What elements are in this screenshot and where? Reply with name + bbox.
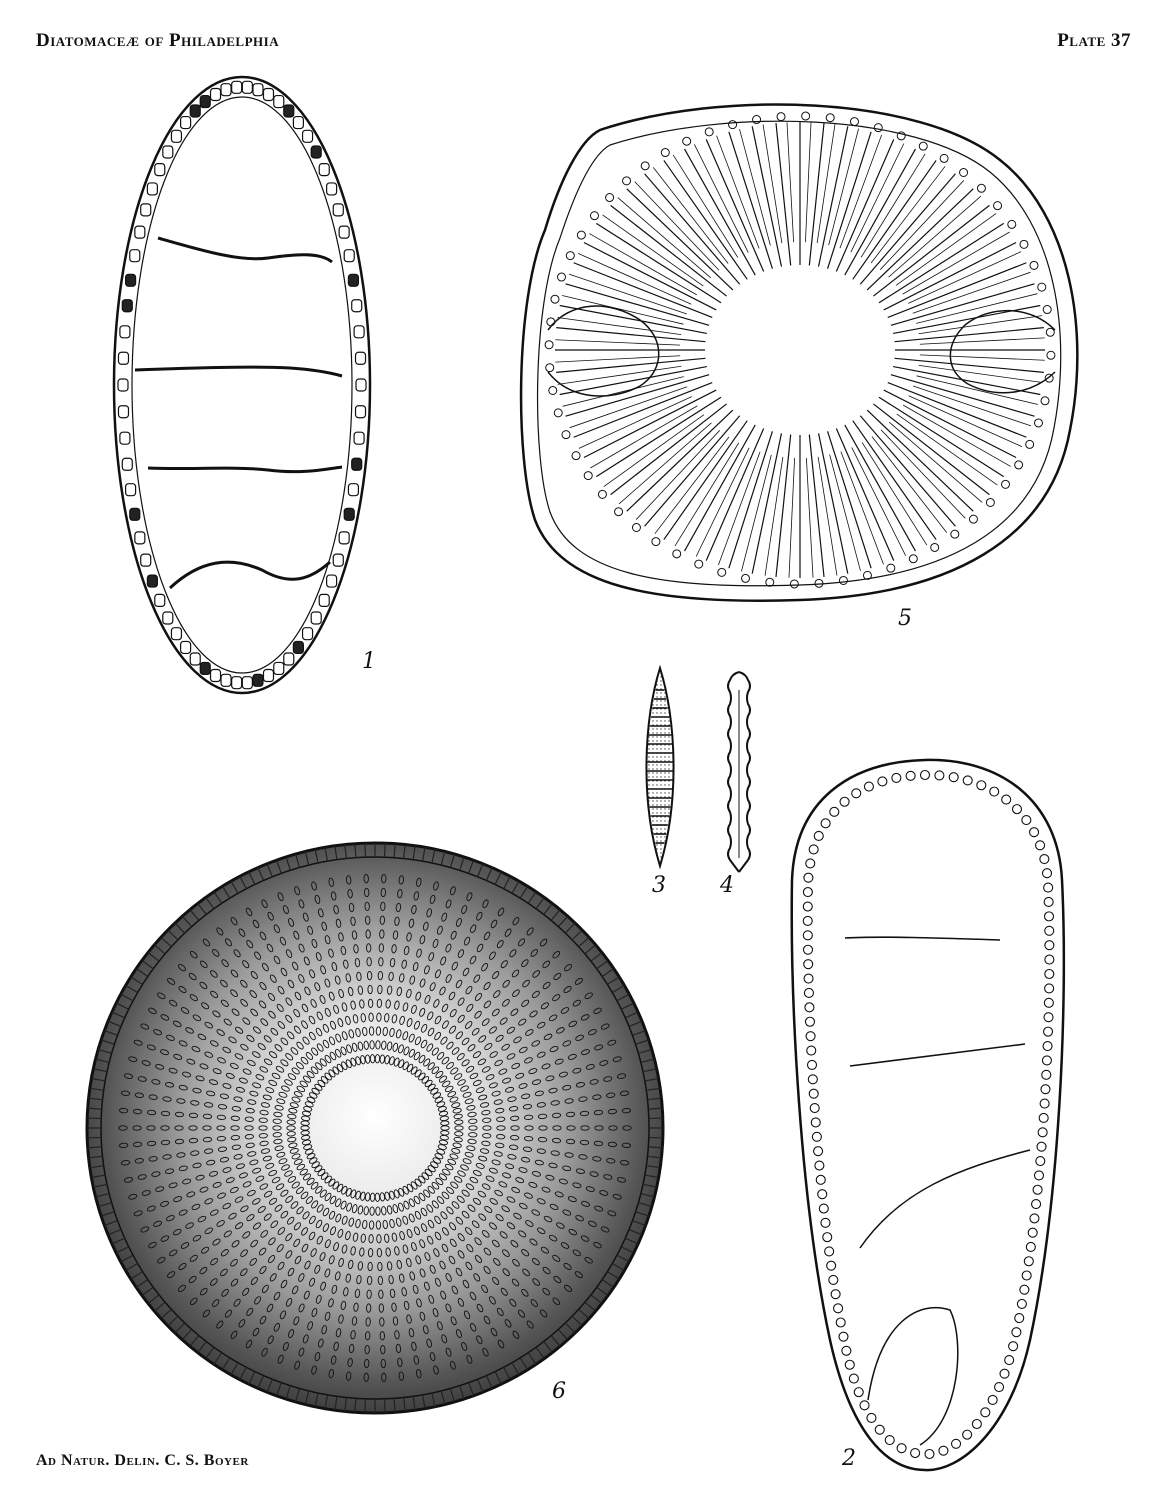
figure-5-label: 5 bbox=[898, 606, 912, 631]
plate-number: Plate 37 bbox=[1057, 30, 1131, 51]
figure-6-label: 6 bbox=[552, 1379, 566, 1404]
figure-5-diatom bbox=[521, 105, 1077, 631]
figure-1-diatom bbox=[114, 77, 376, 693]
figure-1-label: 1 bbox=[362, 649, 376, 674]
plate-series-title: Diatomaceæ of Philadelphia bbox=[36, 30, 280, 51]
figure-3-diatom bbox=[646, 668, 673, 898]
figure-2-label: 2 bbox=[842, 1446, 856, 1471]
figure-2-diatom bbox=[792, 760, 1064, 1471]
figure-4-diatom bbox=[719, 672, 750, 898]
figure-4-label: 4 bbox=[720, 873, 734, 898]
artist-credit: Ad Natur. Delin. C. S. Boyer bbox=[36, 1452, 249, 1469]
figure-3-label: 3 bbox=[652, 873, 666, 898]
figure-6-diatom bbox=[87, 843, 663, 1413]
